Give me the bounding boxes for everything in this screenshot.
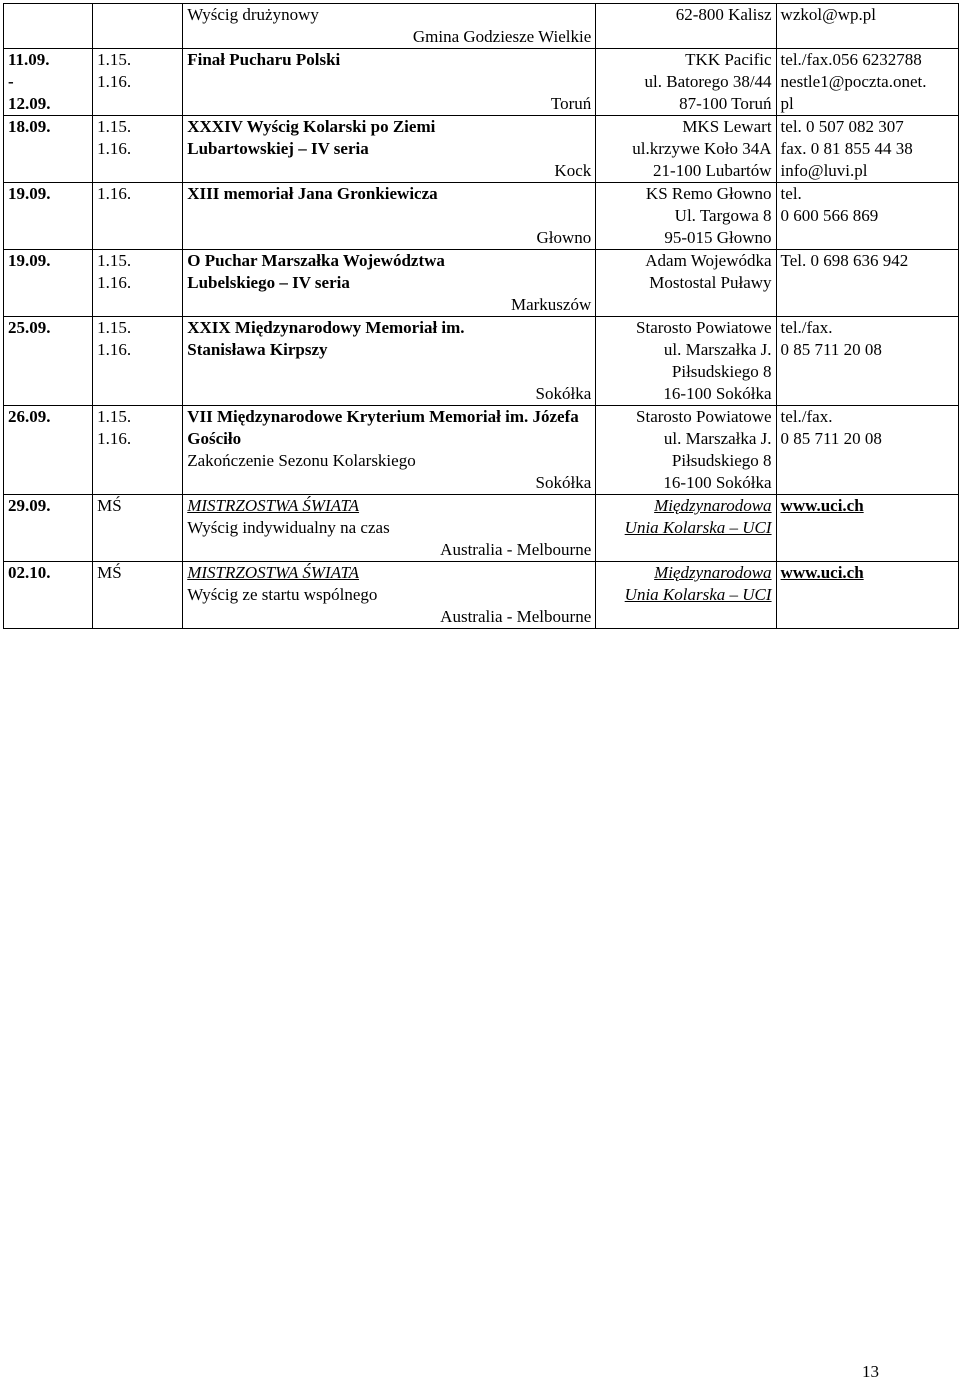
event-subtitle: Zakończenie Sezonu Kolarskiego	[187, 451, 416, 470]
contact-line: fax. 0 81 855 44 38	[780, 139, 913, 158]
category-cell	[93, 49, 183, 116]
contact-cell	[776, 4, 958, 49]
date-line: -	[8, 72, 14, 91]
table-row	[4, 49, 959, 116]
date-line: 12.09.	[8, 94, 51, 113]
category-cell	[93, 4, 183, 49]
event-calendar-table	[3, 3, 959, 629]
table-row	[4, 250, 959, 317]
organizer-cell	[596, 4, 776, 49]
table-row	[4, 495, 959, 562]
contact-line: tel.	[780, 184, 802, 203]
contact-line: tel. 0 507 082 307	[780, 117, 904, 136]
date-line: 29.09.	[8, 496, 51, 515]
event-subtitle: Wyścig ze startu wspólnego	[187, 585, 378, 604]
event-cell	[183, 562, 596, 629]
category-line: 1.15.	[97, 117, 132, 136]
organizer-line: 16-100 Sokółka	[663, 473, 772, 492]
contact-line: tel./fax.	[780, 407, 833, 426]
table-row	[4, 4, 959, 49]
organizer-line: Starosto Powiatowe	[636, 318, 772, 337]
date-cell	[4, 495, 93, 562]
category-line: 1.16.	[97, 429, 132, 448]
organizer-cell	[596, 250, 776, 317]
contact-line: 0 85 711 20 08	[780, 429, 882, 448]
category-line: 1.16.	[97, 340, 132, 359]
event-title: MISTRZOSTWA ŚWIATA	[187, 563, 360, 582]
event-title: Finał Pucharu Polski	[187, 50, 341, 69]
category-cell	[93, 406, 183, 495]
category-line: 1.15.	[97, 318, 132, 337]
organizer-line: TKK Pacific	[685, 50, 772, 69]
contact-cell	[776, 562, 958, 629]
event-cell	[183, 49, 596, 116]
date-line: 25.09.	[8, 318, 51, 337]
event-title: XXXIV Wyścig Kolarski po Ziemi Lubartowskiej – IV seria	[187, 117, 436, 158]
category-line: 1.16.	[97, 139, 132, 158]
event-title: VII Międzynarodowe Kryterium Memoriał im. Józefa Gościło	[187, 407, 579, 448]
category-cell	[93, 116, 183, 183]
table-row	[4, 406, 959, 495]
date-line: 26.09.	[8, 407, 51, 426]
category-line: 1.15.	[97, 251, 132, 270]
event-cell	[183, 495, 596, 562]
event-cell	[183, 183, 596, 250]
event-cell	[183, 406, 596, 495]
date-cell	[4, 317, 93, 406]
website-link[interactable]: www.uci.ch	[780, 496, 864, 515]
contact-line: Tel. 0 698 636 942	[780, 251, 909, 270]
contact-line: 0 85 711 20 08	[780, 340, 882, 359]
organizer-link[interactable]: Międzynarodowa	[654, 496, 772, 515]
event-place: Toruń	[550, 94, 592, 113]
date-cell	[4, 250, 93, 317]
date-cell	[4, 183, 93, 250]
date-line: 18.09.	[8, 117, 51, 136]
organizer-cell	[596, 116, 776, 183]
organizer-line: 95-015 Głowno	[664, 228, 772, 247]
contact-cell	[776, 116, 958, 183]
contact-cell	[776, 183, 958, 250]
event-cell	[183, 317, 596, 406]
event-subtitle: Wyścig indywidualny na czas	[187, 518, 390, 537]
website-link[interactable]: www.uci.ch	[780, 563, 864, 582]
organizer-line: ul.krzywe Koło 34A	[632, 139, 772, 158]
date-line: 19.09.	[8, 251, 51, 270]
event-title: MISTRZOSTWA ŚWIATA	[187, 496, 360, 515]
category-line: 1.15.	[97, 50, 132, 69]
organizer-line: ul. Marszałka J.	[663, 340, 772, 359]
organizer-line: ul. Marszałka J.	[663, 429, 772, 448]
contact-line: wzkol@wp.pl	[780, 5, 876, 24]
category-cell	[93, 495, 183, 562]
organizer-line: 87-100 Toruń	[679, 94, 772, 113]
organizer-line: ul. Batorego 38/44	[644, 72, 772, 91]
organizer-line: Piłsudskiego 8	[671, 451, 772, 470]
event-place: Gmina Godziesze Wielkie	[412, 27, 592, 46]
category-cell	[93, 183, 183, 250]
contact-line: tel./fax.056 6232788	[780, 50, 922, 69]
organizer-cell	[596, 495, 776, 562]
contact-cell	[776, 49, 958, 116]
category-line: 1.16.	[97, 72, 132, 91]
contact-line: pl	[780, 94, 794, 113]
organizer-line: MKS Lewart	[682, 117, 772, 136]
event-title: O Puchar Marszałka Województwa Lubelskiego – IV seria	[187, 251, 445, 292]
category-line: MŚ	[97, 496, 122, 515]
category-line: 1.16.	[97, 273, 132, 292]
organizer-line: Piłsudskiego 8	[671, 362, 772, 381]
organizer-cell	[596, 49, 776, 116]
event-place: Sokółka	[535, 473, 592, 492]
contact-line: tel./fax.	[780, 318, 833, 337]
organizer-line: 62-800 Kalisz	[675, 5, 772, 24]
organizer-link[interactable]: Unia Kolarska – UCI	[624, 518, 772, 537]
event-place: Kock	[554, 161, 592, 180]
contact-line: info@luvi.pl	[780, 161, 868, 180]
date-cell	[4, 4, 93, 49]
category-cell	[93, 562, 183, 629]
date-cell	[4, 562, 93, 629]
event-title: XXIX Międzynarodowy Memoriał im. Stanisława Kirpszy	[187, 318, 465, 359]
organizer-line: 16-100 Sokółka	[663, 384, 772, 403]
category-line: MŚ	[97, 563, 122, 582]
organizer-line: Ul. Targowa 8	[674, 206, 772, 225]
category-cell	[93, 317, 183, 406]
page-number: 13	[862, 1362, 879, 1381]
date-line: 02.10.	[8, 563, 51, 582]
date-line: 19.09.	[8, 184, 51, 203]
organizer-line: Mostostal Puławy	[649, 273, 772, 292]
organizer-line: KS Remo Głowno	[645, 184, 772, 203]
event-cell	[183, 116, 596, 183]
event-place: Australia - Melbourne	[440, 540, 592, 559]
organizer-line: 21-100 Lubartów	[653, 161, 772, 180]
event-title: XIII memoriał Jana Gronkiewicza	[187, 184, 438, 203]
category-line: 1.16.	[97, 184, 132, 203]
contact-cell	[776, 406, 958, 495]
organizer-line: Starosto Powiatowe	[636, 407, 772, 426]
event-cell	[183, 4, 596, 49]
event-subtitle: Wyścig drużynowy	[187, 5, 319, 24]
event-cell	[183, 250, 596, 317]
date-line: 11.09.	[8, 50, 50, 69]
event-place: Głowno	[536, 228, 592, 247]
organizer-cell	[596, 317, 776, 406]
contact-line: nestle1@poczta.onet.	[780, 72, 927, 91]
date-cell	[4, 406, 93, 495]
table-row	[4, 317, 959, 406]
table-row	[4, 116, 959, 183]
contact-line: 0 600 566 869	[780, 206, 879, 225]
organizer-cell	[596, 406, 776, 495]
organizer-line: Adam Wojewódka	[645, 251, 772, 270]
event-place: Australia - Melbourne	[440, 607, 592, 626]
category-line: 1.15.	[97, 407, 132, 426]
category-cell	[93, 250, 183, 317]
date-cell	[4, 116, 93, 183]
table-row	[4, 562, 959, 629]
contact-cell	[776, 250, 958, 317]
organizer-link[interactable]: Unia Kolarska – UCI	[624, 585, 772, 604]
contact-cell	[776, 317, 958, 406]
organizer-cell	[596, 183, 776, 250]
contact-cell	[776, 495, 958, 562]
organizer-cell	[596, 562, 776, 629]
table-row	[4, 183, 959, 250]
date-cell	[4, 49, 93, 116]
event-place: Sokółka	[535, 384, 592, 403]
organizer-link[interactable]: Międzynarodowa	[654, 563, 772, 582]
event-place: Markuszów	[510, 295, 592, 314]
